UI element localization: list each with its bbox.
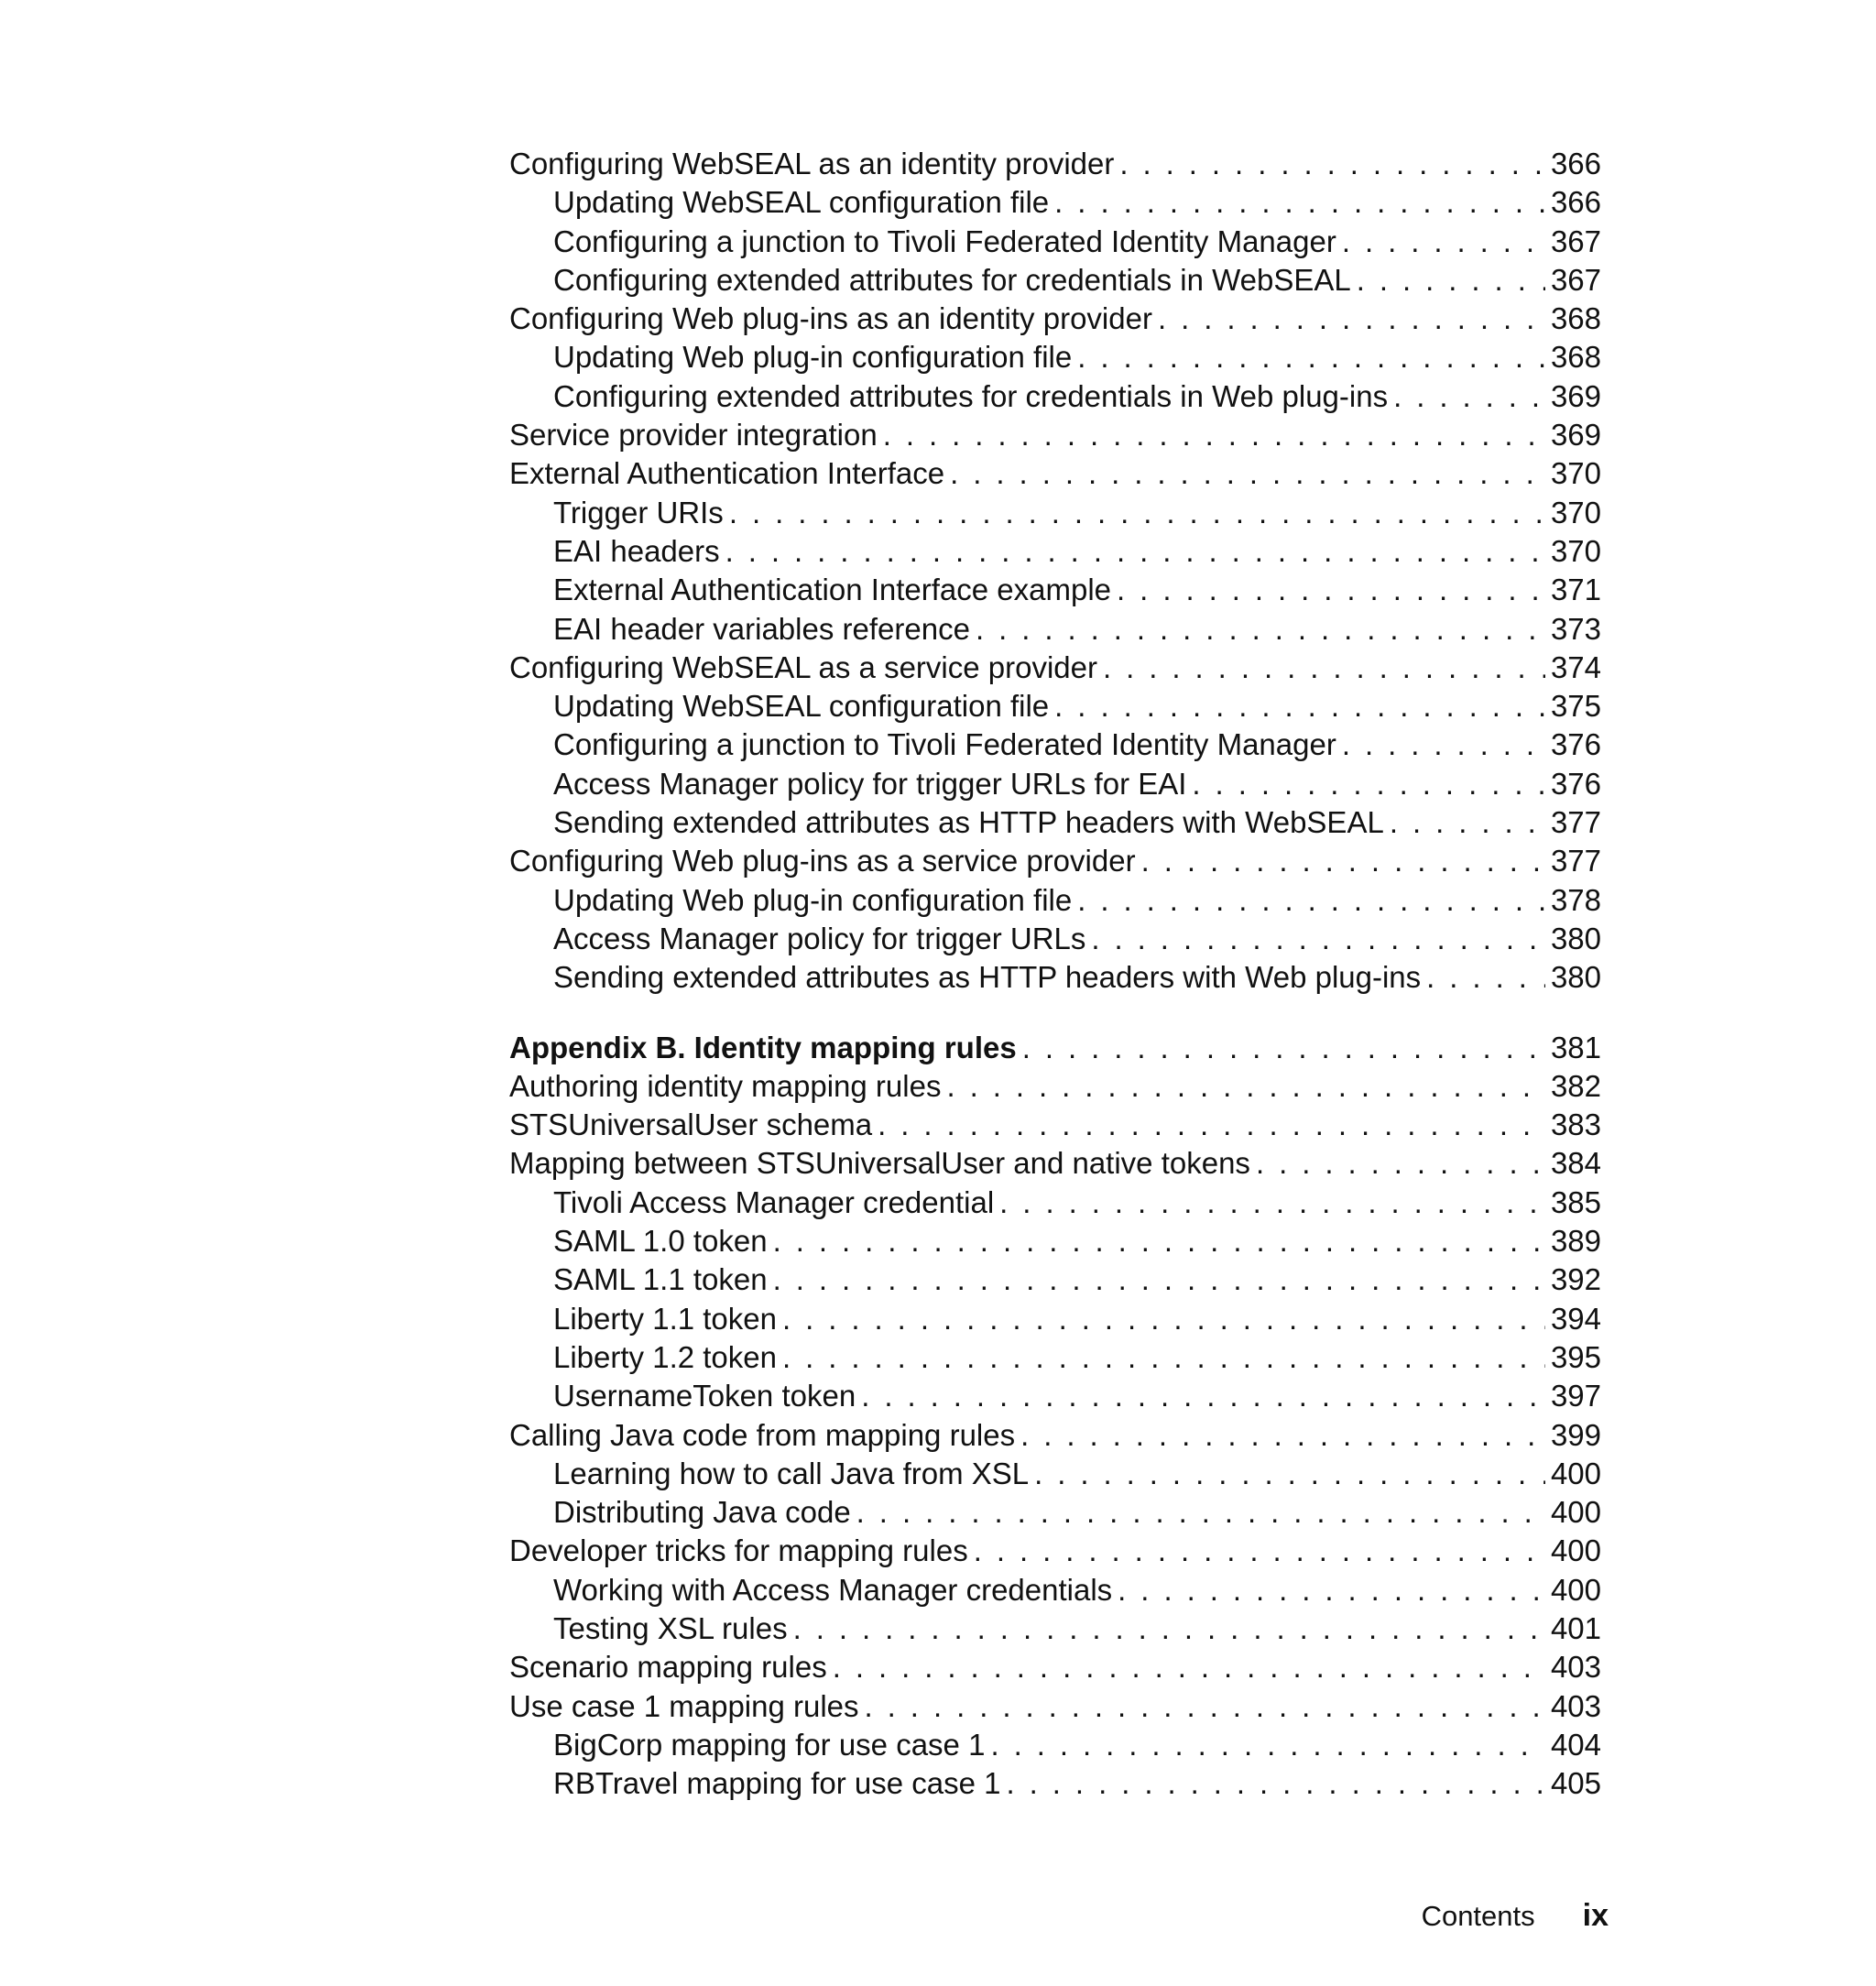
toc-page-number: 400 [1550, 1495, 1601, 1530]
toc-entry-title: Configuring a junction to Tivoli Federated Identity Manager [553, 727, 1336, 762]
toc-entry-title: Updating WebSEAL configuration file [553, 689, 1050, 724]
toc-dot-leader [1103, 649, 1545, 687]
toc-entry-title: Authoring identity mapping rules [509, 1068, 942, 1103]
toc-entry[interactable] [509, 1532, 1601, 1570]
toc-entry-title: Distributing Java code [553, 1495, 851, 1530]
toc-entry[interactable] [509, 1648, 1601, 1686]
toc-entry-title: Mapping between STSUniversalUser and native tokens [509, 1146, 1250, 1181]
toc-dot-leader [1091, 920, 1545, 958]
toc-page-number: 367 [1550, 224, 1601, 258]
toc-entry-title: Use case 1 mapping rules [509, 1688, 859, 1723]
toc-dot-leader [883, 416, 1545, 454]
toc-page-number: 377 [1550, 805, 1601, 840]
table-of-contents [509, 145, 1601, 1803]
toc-dot-leader [1426, 958, 1545, 997]
toc-page-number: 368 [1550, 301, 1601, 336]
toc-dot-leader [1077, 338, 1545, 376]
toc-page-number: 382 [1550, 1068, 1601, 1103]
toc-entry[interactable] [509, 1726, 1601, 1764]
toc-dot-leader [1342, 726, 1545, 764]
toc-dot-leader [974, 1532, 1545, 1570]
toc-entry-title: Service provider integration [509, 418, 878, 453]
toc-entry-title: BigCorp mapping for use case 1 [553, 1727, 986, 1762]
toc-page-number: 401 [1550, 1610, 1601, 1645]
toc-entry-title: Learning how to call Java from XSL [553, 1456, 1030, 1490]
toc-dot-leader [1119, 145, 1545, 183]
toc-entry-title: Sending extended attributes as HTTP headers with Web plug-ins [553, 960, 1422, 995]
toc-page-number: 380 [1550, 960, 1601, 995]
toc-entry[interactable] [509, 649, 1601, 687]
toc-dot-leader [878, 1106, 1545, 1144]
toc-entry-title: Trigger URIs [553, 495, 724, 529]
toc-dot-leader [1020, 1416, 1545, 1455]
toc-appendix-heading[interactable] [509, 1029, 1601, 1067]
toc-entry[interactable] [509, 300, 1601, 338]
toc-dot-leader [976, 610, 1545, 649]
toc-page-number: 383 [1550, 1108, 1601, 1142]
toc-entry-title: RBTravel mapping for use case 1 [553, 1766, 1001, 1801]
toc-entry-title: Configuring extended attributes for credentials in WebSEAL [553, 262, 1351, 297]
toc-page-number: 368 [1550, 340, 1601, 375]
toc-dot-leader [729, 494, 1545, 532]
toc-dot-leader [725, 532, 1545, 571]
toc-entry[interactable] [509, 687, 1601, 726]
toc-entry[interactable] [509, 338, 1601, 376]
toc-page-number: 399 [1550, 1417, 1601, 1452]
toc-page-number: 395 [1550, 1339, 1601, 1374]
toc-entry-title: Calling Java code from mapping rules [509, 1417, 1016, 1452]
toc-dot-leader [1158, 300, 1545, 338]
toc-entry-title: Tivoli Access Manager credential [553, 1184, 995, 1219]
footer-page-number: ix [1582, 1898, 1609, 1933]
toc-entry[interactable] [509, 1144, 1601, 1183]
toc-dot-leader [1342, 223, 1545, 261]
toc-dot-leader [1256, 1144, 1545, 1183]
toc-dot-leader [793, 1610, 1545, 1648]
toc-dot-leader [773, 1222, 1545, 1260]
toc-entry[interactable] [509, 1222, 1601, 1260]
toc-dot-leader [1007, 1764, 1545, 1803]
toc-entry[interactable] [509, 532, 1601, 571]
toc-page-number: 403 [1550, 1650, 1601, 1685]
toc-page-number: 377 [1550, 844, 1601, 878]
toc-entry-title: Updating WebSEAL configuration file [553, 185, 1050, 220]
toc-dot-leader [782, 1300, 1545, 1338]
toc-entry[interactable] [509, 1067, 1601, 1106]
toc-dot-leader [1077, 881, 1545, 920]
toc-entry-title: Sending extended attributes as HTTP headers with WebSEAL [553, 805, 1384, 840]
toc-dot-leader [1393, 377, 1545, 416]
toc-dot-leader [1022, 1029, 1545, 1067]
toc-entry[interactable] [509, 1610, 1601, 1648]
toc-entry-title: Liberty 1.2 token [553, 1339, 777, 1374]
toc-page-number: 375 [1550, 689, 1601, 724]
toc-dot-leader [1117, 571, 1545, 609]
toc-entry-title: EAI header variables reference [553, 611, 970, 646]
toc-entry-title: Scenario mapping rules [509, 1650, 827, 1685]
toc-entry[interactable] [509, 1300, 1601, 1338]
toc-page-number: 400 [1550, 1533, 1601, 1568]
toc-page-number: 394 [1550, 1301, 1601, 1336]
toc-dot-leader [1118, 1571, 1545, 1610]
toc-dot-leader [1141, 842, 1545, 880]
toc-dot-leader [1390, 803, 1545, 842]
toc-page-number: 373 [1550, 611, 1601, 646]
toc-entry-title: SAML 1.1 token [553, 1262, 768, 1297]
toc-entry[interactable] [509, 1184, 1601, 1222]
toc-entry-title: STSUniversalUser schema [509, 1108, 873, 1142]
toc-dot-leader [1054, 183, 1545, 222]
toc-entry-title: Working with Access Manager credentials [553, 1572, 1113, 1607]
toc-entry[interactable] [509, 183, 1601, 222]
toc-page-number: 403 [1550, 1688, 1601, 1723]
toc-entry[interactable] [509, 1687, 1601, 1726]
toc-entry-title: Configuring WebSEAL as a service provider [509, 649, 1097, 684]
toc-entry-title: Developer tricks for mapping rules [509, 1533, 968, 1568]
toc-page-number: 405 [1550, 1766, 1601, 1801]
toc-entry-title: Appendix B. Identity mapping rules [509, 1030, 1017, 1064]
toc-page-number: 380 [1550, 921, 1601, 955]
toc-page-number: 385 [1550, 1184, 1601, 1219]
toc-entry-title: Access Manager policy for trigger URLs for EAI [553, 766, 1187, 801]
toc-page-number: 369 [1550, 418, 1601, 453]
toc-entry[interactable] [509, 145, 1601, 183]
toc-page-number: 366 [1550, 185, 1601, 220]
toc-dot-leader [861, 1377, 1545, 1415]
toc-entry-title: Testing XSL rules [553, 1610, 788, 1645]
toc-page-number: 374 [1550, 649, 1601, 684]
toc-page-number: 370 [1550, 495, 1601, 529]
toc-entry[interactable] [509, 842, 1601, 880]
toc-entry[interactable] [509, 1764, 1601, 1803]
toc-entry[interactable] [509, 261, 1601, 300]
toc-dot-leader [1054, 687, 1545, 726]
toc-dot-leader [856, 1493, 1545, 1532]
toc-entry[interactable] [509, 1455, 1601, 1493]
toc-page-number: 376 [1550, 727, 1601, 762]
toc-entry-title: Updating Web plug-in configuration file [553, 882, 1073, 917]
toc-entry-title: External Authentication Interface example [553, 573, 1112, 607]
toc-page-number: 371 [1550, 573, 1601, 607]
toc-entry-title: Liberty 1.1 token [553, 1301, 777, 1336]
toc-entry[interactable] [509, 610, 1601, 649]
toc-entry-title: Configuring WebSEAL as an identity provider [509, 147, 1115, 180]
toc-dot-leader [782, 1338, 1545, 1377]
toc-entry-title: Updating Web plug-in configuration file [553, 340, 1073, 375]
toc-entry[interactable] [509, 1260, 1601, 1299]
toc-entry[interactable] [509, 571, 1601, 609]
toc-page-number: 397 [1550, 1379, 1601, 1413]
toc-page-number: 376 [1550, 766, 1601, 801]
toc-entry[interactable] [509, 1106, 1601, 1144]
toc-entry[interactable] [509, 803, 1601, 842]
toc-entry[interactable] [509, 958, 1601, 997]
toc-entry[interactable] [509, 726, 1601, 764]
toc-entry-title: Configuring Web plug-ins as a service provider [509, 844, 1136, 878]
toc-dot-leader [833, 1648, 1545, 1686]
toc-entry[interactable] [509, 881, 1601, 920]
toc-entry[interactable] [509, 494, 1601, 532]
toc-dot-leader [999, 1184, 1545, 1222]
toc-dot-leader [1034, 1455, 1545, 1493]
toc-entry[interactable] [509, 1377, 1601, 1415]
toc-entry[interactable] [509, 1571, 1601, 1610]
toc-page-number: 378 [1550, 882, 1601, 917]
toc-page-number: 389 [1550, 1224, 1601, 1259]
toc-entry[interactable] [509, 1338, 1601, 1377]
toc-entry[interactable] [509, 223, 1601, 261]
toc-entry-title: Configuring a junction to Tivoli Federated Identity Manager [553, 224, 1336, 258]
toc-page-number: 392 [1550, 1262, 1601, 1297]
toc-dot-leader [865, 1687, 1545, 1726]
toc-page-number: 366 [1550, 147, 1601, 180]
toc-entry[interactable] [509, 1493, 1601, 1532]
toc-entry-title: External Authentication Interface [509, 456, 945, 491]
page-footer [1422, 1898, 1609, 1934]
toc-entry[interactable] [509, 1416, 1601, 1455]
toc-entry[interactable] [509, 765, 1601, 803]
toc-entry[interactable] [509, 416, 1601, 454]
toc-page-number: 369 [1550, 378, 1601, 413]
toc-entry-title: EAI headers [553, 533, 720, 568]
toc-entry-title: Configuring extended attributes for credentials in Web plug-ins [553, 378, 1389, 413]
toc-entry[interactable] [509, 377, 1601, 416]
toc-dot-leader [950, 454, 1545, 493]
toc-entry[interactable] [509, 454, 1601, 493]
toc-dot-leader [1357, 261, 1545, 300]
toc-page-number: 367 [1550, 262, 1601, 297]
toc-entry-title: SAML 1.0 token [553, 1224, 768, 1259]
toc-page-number: 404 [1550, 1727, 1601, 1762]
toc-dot-leader [773, 1260, 1545, 1299]
toc-dot-leader [990, 1726, 1545, 1764]
toc-entry-title: UsernameToken token [553, 1379, 856, 1413]
toc-entry[interactable] [509, 920, 1601, 958]
toc-page-number: 400 [1550, 1572, 1601, 1607]
toc-page-number: 400 [1550, 1456, 1601, 1490]
toc-page-number: 370 [1550, 456, 1601, 491]
toc-entry-title: Access Manager policy for trigger URLs [553, 921, 1086, 955]
footer-label: Contents [1421, 1900, 1535, 1932]
toc-page-number: 370 [1550, 533, 1601, 568]
toc-page-number: 381 [1550, 1030, 1601, 1064]
toc-page-number: 384 [1550, 1146, 1601, 1181]
toc-entry-title: Configuring Web plug-ins as an identity provider [509, 301, 1152, 336]
toc-dot-leader [946, 1067, 1544, 1106]
toc-dot-leader [1192, 765, 1545, 803]
